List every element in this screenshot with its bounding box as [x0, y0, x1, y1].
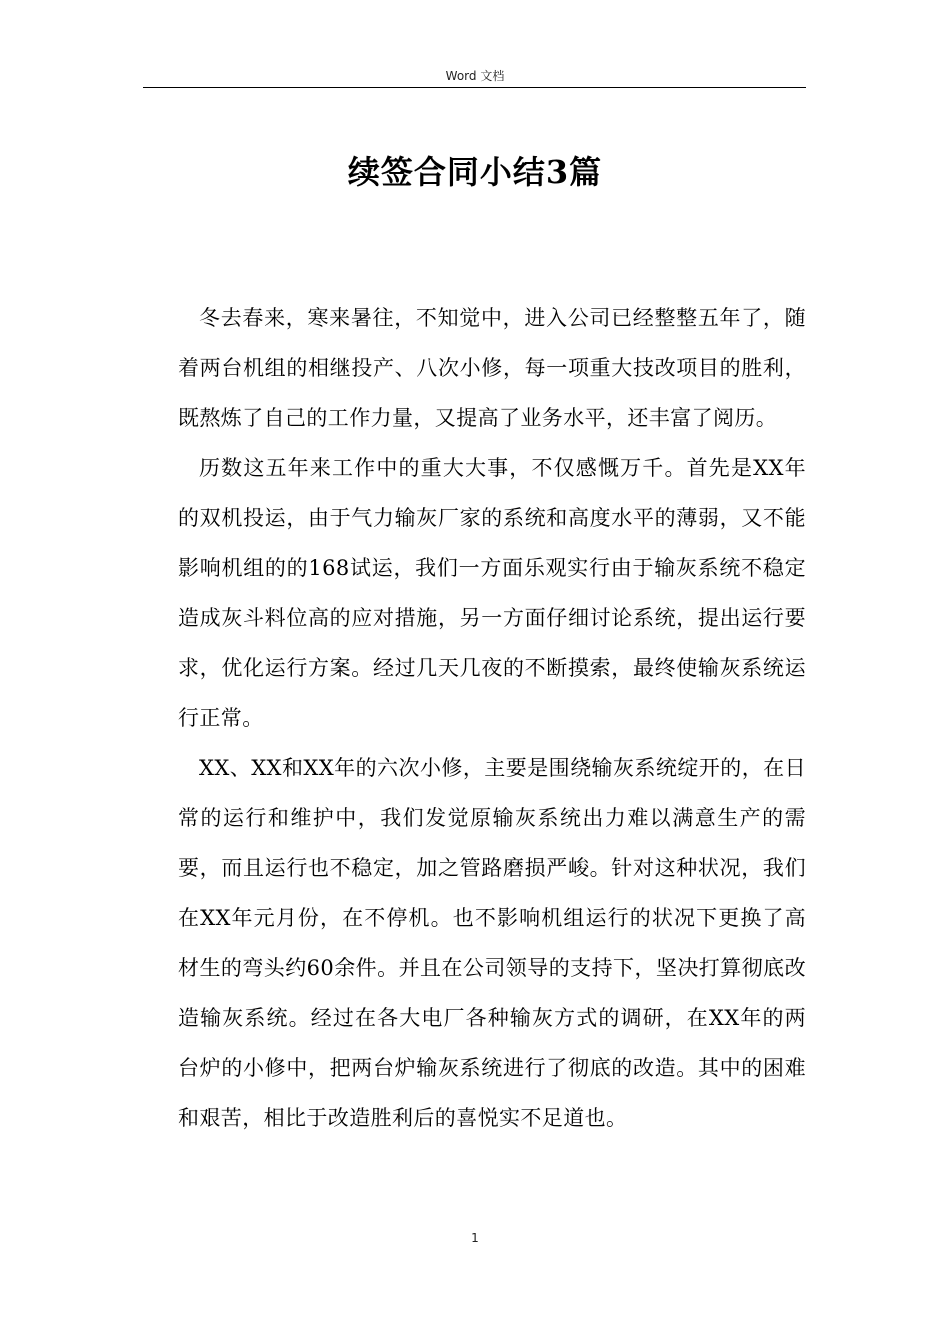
header-divider — [143, 87, 806, 88]
document-body — [178, 293, 806, 1143]
paragraph: 历数这五年来工作中的重大大事，不仅感慨万千。首先是XX年的双机投运，由于气力输灰厂家的系统和高度水平的薄弱，又不能影响机组的的168试运，我们一方面乐观实行由于输灰系统不稳定造成灰斗料位高的应对措施，另一方面仔细讨论系统，提出运行要求，优化运行方案。经过几天几夜的不断摸索，最终使输灰系统运行正常。 — [178, 456, 806, 730]
paragraph: XX、XX和XX年的六次小修，主要是围绕输灰系统绽开的，在日常的运行和维护中，我们发觉原输灰系统出力难以满意生产的需要，而且运行也不稳定，加之管路磨损严峻。针对这种状况，我们在XX年元月份，在不停机。也不影响机组运行的状况下更换了高材生的弯头约60余件。并且在公司领导的支持下，坚决打算彻底改造输灰系统。经过在各大电厂各种输灰方式的调研，在XX年的两台炉的小修中，把两台炉输灰系统进行了彻底的改造。其中的困难和艰苦，相比于改造胜利后的喜悦实不足道也。 — [178, 756, 806, 1130]
page-header: Word 文档 — [445, 69, 505, 83]
document-title: 续签合同小结3篇 — [347, 153, 603, 191]
page-number: 1 — [471, 1231, 479, 1245]
paragraph: 冬去春来，寒来暑往，不知觉中，进入公司已经整整五年了，随着两台机组的相继投产、八次小修，每一项重大技改项目的胜利，既熬炼了自己的工作力量，又提高了业务水平，还丰富了阅历。 — [178, 306, 806, 430]
